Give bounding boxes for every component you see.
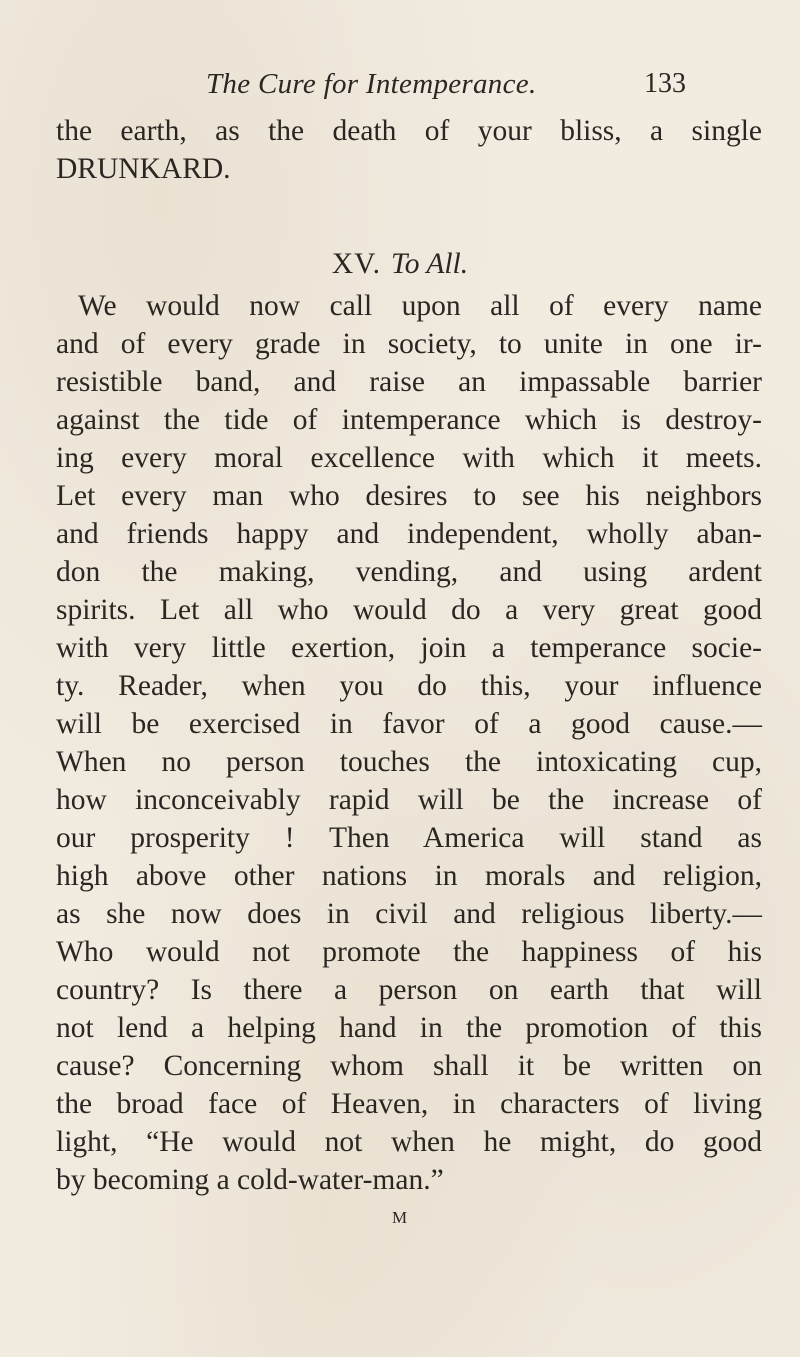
section-title: To All. [391, 248, 469, 280]
text-line: light, “He would not when he might, do good [56, 1126, 762, 1158]
text-line: high above other nations in morals and religion, [56, 860, 762, 892]
text-line: resistible band, and raise an impassable barrier [56, 366, 762, 398]
text-line: We would now call upon all of every name [78, 290, 762, 322]
text-line: and of every grade in society, to unite in one ir- [56, 328, 762, 360]
text-line: Let every man who desires to see his neighbors [56, 480, 762, 512]
text-line: and friends happy and independent, wholly aban- [56, 518, 762, 550]
text-line: our prosperity ! Then America will stand as [56, 822, 762, 854]
text-line: When no person touches the intoxicating cup, [56, 746, 762, 778]
text-line: not lend a helping hand in the promotion of this [56, 1012, 762, 1044]
text-line: ty. Reader, when you do this, your influence [56, 670, 762, 702]
text-line: country? Is there a person on earth that will [56, 974, 762, 1006]
text-line: by becoming a cold-water-man.” [56, 1164, 444, 1196]
text-line: cause? Concerning whom shall it be written on [56, 1050, 762, 1082]
running-title: The Cure for Intemperance. [206, 68, 537, 100]
section-heading [0, 248, 800, 281]
text-line: spirits. Let all who would do a very great good [56, 594, 762, 626]
text-line: the broad face of Heaven, in characters of living [56, 1088, 762, 1120]
text-line: Who would not promote the happiness of his [56, 936, 762, 968]
running-head [0, 68, 800, 108]
text-line: will be exercised in favor of a good cause.— [56, 708, 762, 740]
text-line: ing every moral excellence with which it meets. [56, 442, 762, 474]
text-line: the earth, as the death of your bliss, a single [56, 115, 762, 147]
text-line: as she now does in civil and religious liberty.— [56, 898, 762, 930]
text-line: DRUNKARD. [56, 153, 231, 185]
section-number: XV. [331, 248, 382, 280]
page-number: 133 [644, 68, 686, 99]
text-line: how inconceivably rapid will be the increase of [56, 784, 762, 816]
text-line: don the making, vending, and using ardent [56, 556, 762, 588]
text-line: against the tide of intemperance which is destroy- [56, 404, 762, 436]
text-line: with very little exertion, join a temperance socie- [56, 632, 762, 664]
signature-mark: M [391, 1208, 409, 1227]
